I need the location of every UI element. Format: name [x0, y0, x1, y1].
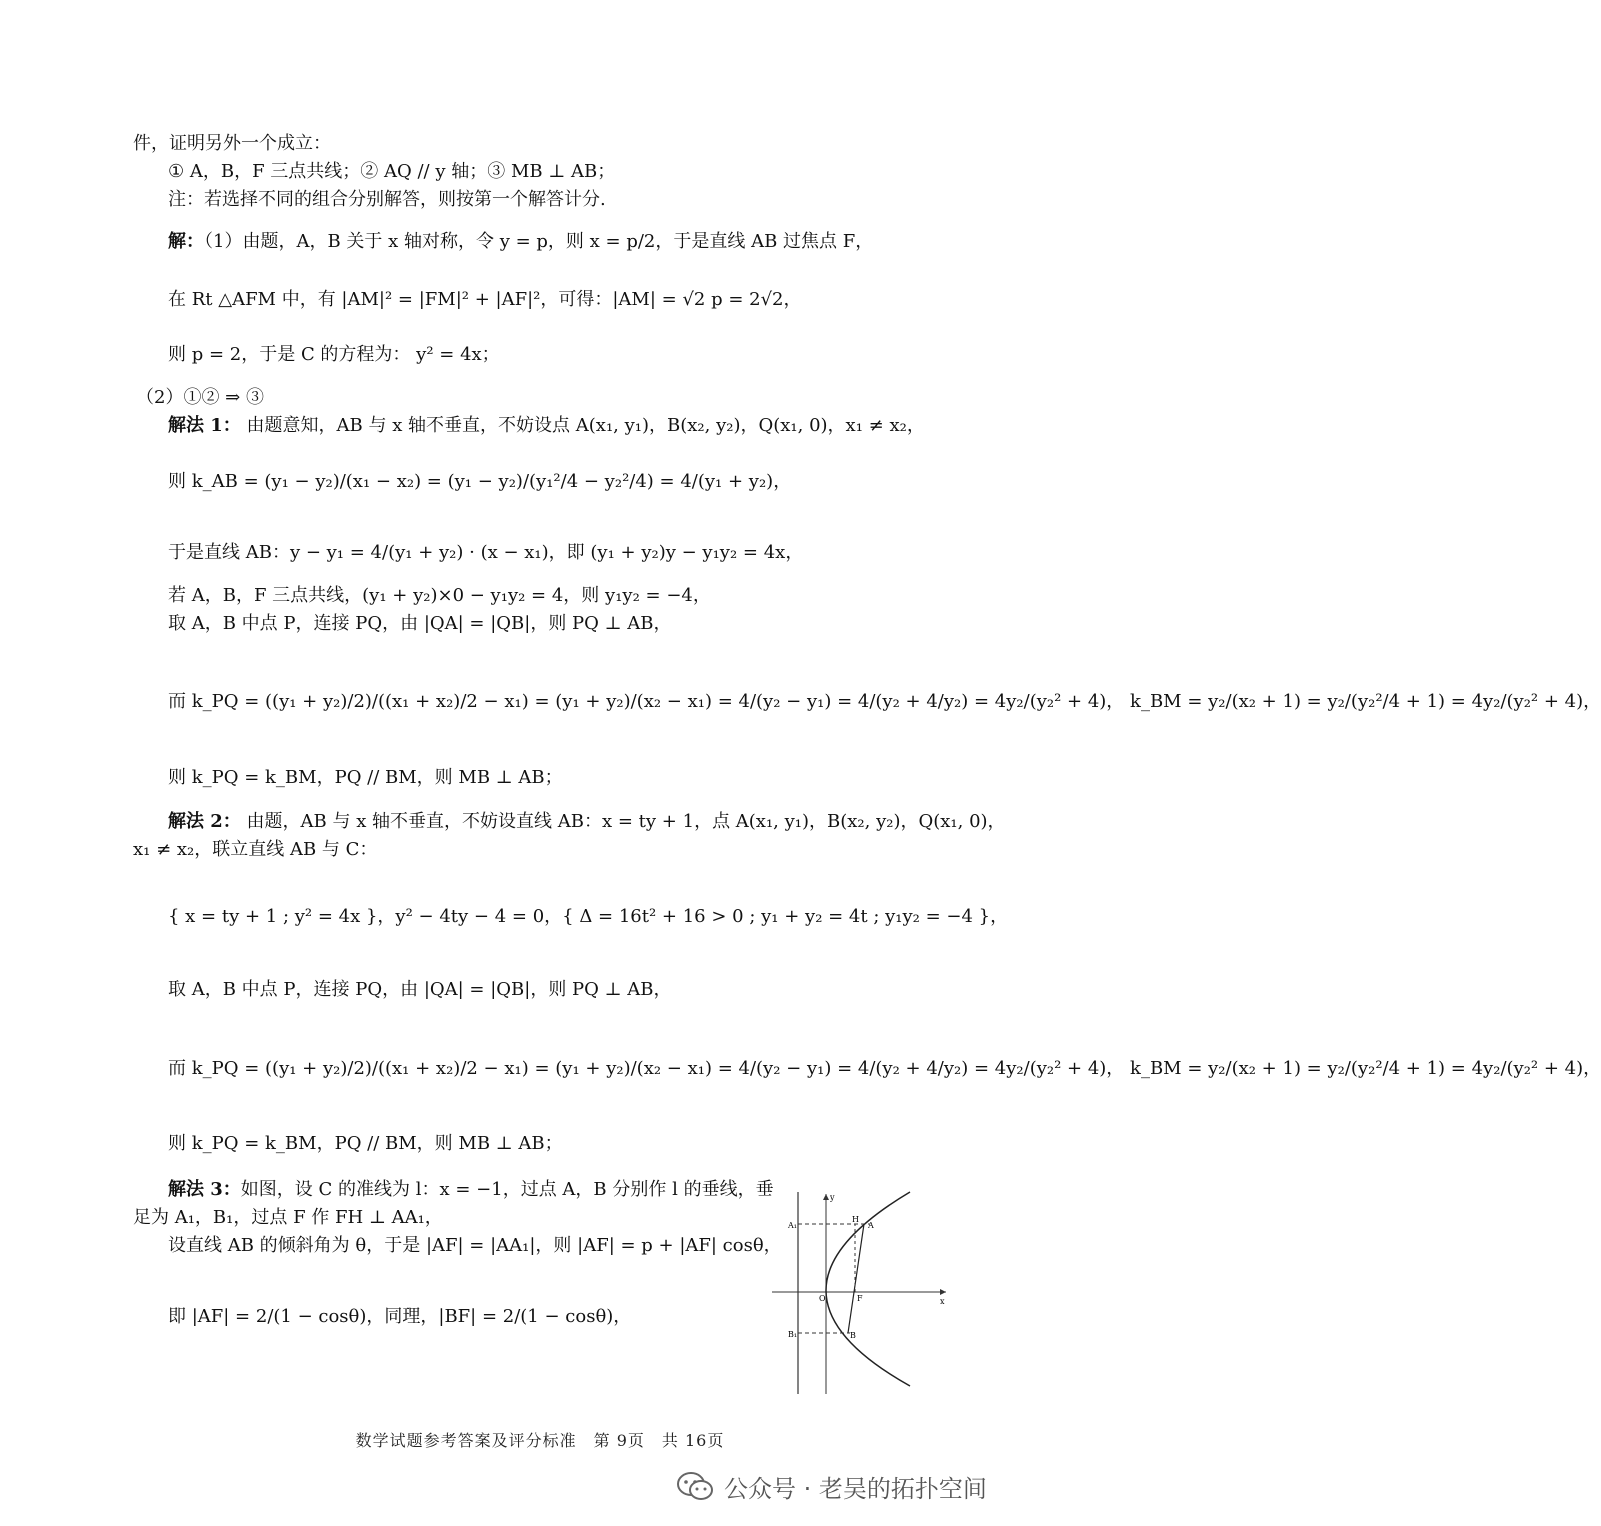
solution-lead: 解法 3： [168, 1179, 241, 1200]
text-line [168, 612, 672, 636]
line-text: 足为 A₁，B₁，过点 F 作 FH ⊥ AA₁， [133, 1207, 443, 1228]
line-text: 于是直线 AB：y − y₁ = 4/(y₁ + y₂) · (x − x₁)，即 (y₁ + y₂)y − y₁y₂ = 4x， [168, 542, 804, 563]
line-text: 取 A，B 中点 P，连接 PQ，由 |QA| = |QB|，则 PQ ⊥ AB， [168, 613, 672, 634]
text-line [133, 838, 377, 862]
text-line [168, 470, 791, 494]
solution-lead: 解法 1： [168, 415, 241, 436]
text-line [168, 343, 500, 367]
label-o: O [819, 1294, 826, 1303]
line-text: 取 A，B 中点 P，连接 PQ，由 |QA| = |QB|，则 PQ ⊥ AB， [168, 979, 672, 1000]
parabola-diagram [770, 1188, 950, 1398]
line-text: 即 |AF| = 2/(1 − cosθ)，同理，|BF| = 2/(1 − cosθ)， [168, 1306, 632, 1327]
label-y: y [830, 1193, 835, 1202]
label-b: B [850, 1331, 856, 1340]
text-line [168, 810, 1006, 834]
text-line [168, 230, 873, 254]
line-text: { x = ty + 1 ; y² = 4x }，y² − 4ty − 4 = 0，{ Δ = 16t² + 16 > 0 ; y₁ + y₂ = 4t ; y₁y₂ = −4 }， [168, 906, 1009, 927]
text-line [168, 288, 802, 312]
text-line [168, 1057, 1601, 1081]
wechat-icon [676, 1471, 714, 1501]
line-ab [848, 1224, 864, 1333]
line-text: （2）①② ⇒ ③ [136, 387, 264, 408]
solution-lead: 解： [168, 231, 204, 252]
text-line [133, 132, 331, 156]
text-line [133, 1206, 443, 1230]
line-text: 设直线 AB 的倾斜角为 θ，于是 |AF| = |AA₁|，则 |AF| = p + |AF| cosθ， [168, 1235, 782, 1256]
text-line [168, 1178, 774, 1202]
x-axis-arrow [940, 1289, 946, 1295]
line-text: 件，证明另外一个成立： [133, 133, 331, 154]
line-text: x₁ ≠ x₂，联立直线 AB 与 C： [133, 839, 378, 860]
text-line [168, 160, 615, 184]
line-text: ① A，B，F 三点共线；② AQ // y 轴；③ MB ⊥ AB； [168, 161, 616, 182]
text-line [168, 766, 563, 790]
text-line [168, 414, 925, 438]
line-text: 若 A，B，F 三点共线，(y₁ + y₂)×0 − y₁y₂ = 4，则 y₁y₂ = −4， [168, 585, 711, 606]
line-text: 注：若选择不同的组合分别解答，则按第一个解答计分. [168, 189, 606, 210]
line-text: 而 k_PQ = ((y₁ + y₂)/2)/((x₁ + x₂)/2 − x₁) = (y₁ + y₂)/(x₂ − x₁) = 4/(y₂ − y₁) = 4/(y₂ + 4/y₂) = 4y₂/(y₂² + 4)， k_BM = y₂/(x₂ + 1) = y₂/(y₂²/4 + 1) = 4y₂/(y₂² + 4)， [168, 1058, 1601, 1079]
watermark-text: 公众号 · 老吴的拓扑空间 [724, 1474, 987, 1503]
label-x: x [940, 1297, 945, 1306]
solution-lead: 解法 2： [168, 811, 241, 832]
line-text: 由题，AB 与 x 轴不垂直，不妨设直线 AB：x = ty + 1，点 A(x₁, y₁)，B(x₂, y₂)，Q(x₁, 0)， [240, 811, 1006, 832]
text-line [168, 1305, 631, 1329]
text-line [168, 1234, 782, 1258]
line-text: （1）由题，A，B 关于 x 轴对称，令 y = p，则 x = p/2，于是直线 AB 过焦点 F， [204, 231, 874, 252]
text-line [168, 541, 803, 565]
line-text: 而 k_PQ = ((y₁ + y₂)/2)/((x₁ + x₂)/2 − x₁) = (y₁ + y₂)/(x₂ − x₁) = 4/(y₂ − y₁) = 4/(y₂ + 4/y₂) = 4y₂/(y₂² + 4)， k_BM = y₂/(x₂ + 1) = y₂/(y₂²/4 + 1) = 4y₂/(y₂² + 4)， [168, 691, 1601, 712]
line-text: 由题意知，AB 与 x 轴不垂直，不妨设点 A(x₁, y₁)，B(x₂, y₂)，Q(x₁, 0)，x₁ ≠ x₂， [240, 415, 925, 436]
y-axis-arrow [823, 1194, 829, 1200]
text-line [136, 386, 264, 410]
text-line [168, 690, 1601, 714]
label-b1: B₁ [788, 1330, 798, 1339]
page-footer: 数学试题参考答案及评分标准 第 9页 共 16页 [355, 1431, 725, 1450]
text-line [168, 584, 711, 608]
line-text: 在 Rt △AFM 中，有 |AM|² = |FM|² + |AF|²，可得：|AM| = √2 p = 2√2， [168, 289, 802, 310]
line-text: 如图，设 C 的准线为 l：x = −1，过点 A，B 分别作 l 的垂线，垂 [240, 1179, 774, 1200]
label-a1: A₁ [788, 1221, 797, 1230]
text-line [168, 905, 1008, 929]
line-text: 则 k_AB = (y₁ − y₂)/(x₁ − x₂) = (y₁ − y₂)/(y₁²/4 − y₂²/4) = 4/(y₁ + y₂)， [168, 471, 792, 492]
text-line [168, 188, 606, 212]
label-h: H [852, 1215, 859, 1224]
line-text: 则 k_PQ = k_BM，PQ // BM，则 MB ⊥ AB； [168, 1133, 563, 1154]
text-line [168, 978, 672, 1002]
line-text: 则 p = 2，于是 C 的方程为： y² = 4x； [168, 344, 500, 365]
label-a: A [868, 1221, 874, 1230]
watermark [676, 1466, 987, 1506]
label-f: F [857, 1294, 863, 1303]
text-line [168, 1132, 563, 1156]
line-text: 则 k_PQ = k_BM，PQ // BM，则 MB ⊥ AB； [168, 767, 563, 788]
